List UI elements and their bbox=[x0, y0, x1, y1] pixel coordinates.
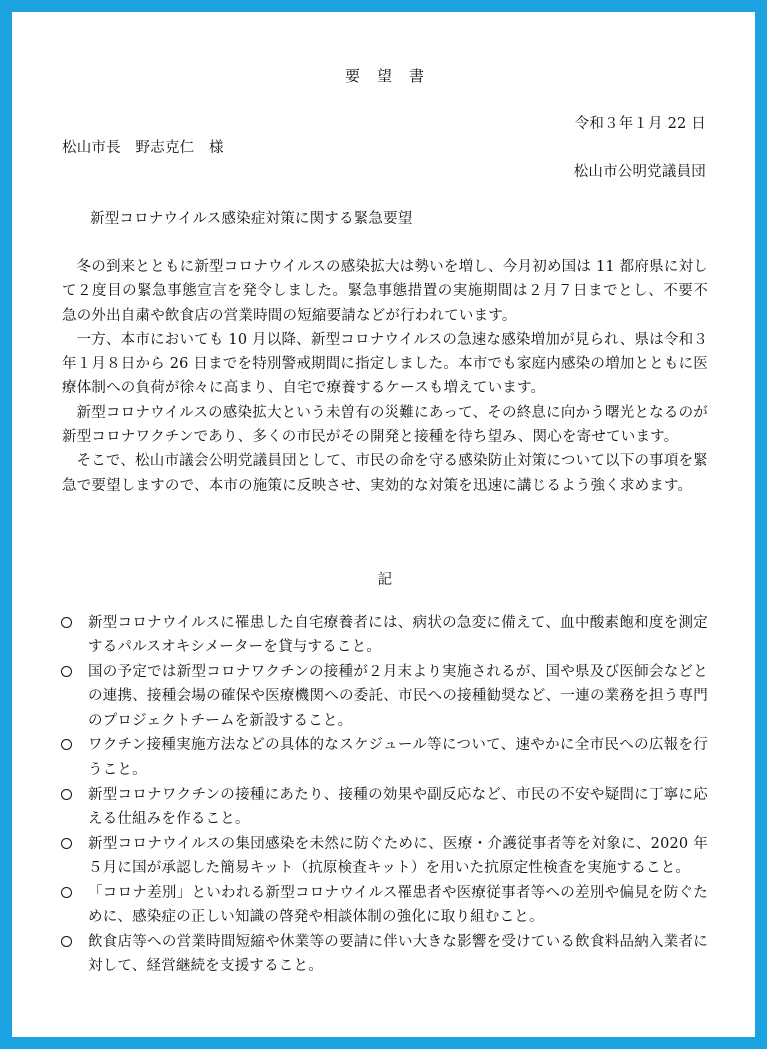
circle-bullet-icon bbox=[61, 789, 72, 800]
circle-bullet-icon bbox=[61, 838, 72, 849]
list-item bbox=[62, 930, 708, 979]
paragraph: そこで、松山市議会公明党議員団として、市民の命を守る感染防止対策について以下の事項を緊急で要望しますので、本市の施策に反映させ、実効的な対策を迅速に講じるよう強く求めます。 bbox=[62, 453, 708, 494]
circle-bullet-icon bbox=[61, 887, 72, 898]
list-item bbox=[62, 832, 708, 881]
list-item bbox=[62, 783, 708, 832]
list-item-text: ワクチン接種実施方法などの具体的なスケジュール等について、速やかに全市民への広報を行うこと。 bbox=[88, 737, 708, 778]
list-item bbox=[62, 733, 708, 782]
list-item bbox=[62, 881, 708, 930]
circle-bullet-icon bbox=[61, 739, 72, 750]
list-item bbox=[62, 611, 708, 660]
document-title: 要 望 書 bbox=[344, 67, 425, 85]
ki-heading: 記 bbox=[377, 572, 393, 588]
paragraph: 新型コロナウイルスの感染拡大という未曽有の災難にあって、その終息に向かう曙光となるのが新型コロナワクチンであり、多くの市民がその開発と接種を待ち望み、関心を寄せています。 bbox=[62, 404, 708, 446]
paragraph: 冬の到来とともに新型コロナウイルスの感染拡大は勢いを増し、今月初め国は 11 都府県に対して２度目の緊急事態宣言を発令しました。緊急事態措置の実施期間は２月７日までとし、不要不急の外出自粛や飲食店の営業時間の短縮要請などが行われています。 bbox=[62, 259, 708, 324]
list-item-text: 飲食店等への営業時間短縮や休業等の要請に伴い大きな影響を受けている飲食料品納入業者に対して、経営継続を支援すること。 bbox=[88, 933, 708, 975]
addressee: 松山市長 野志克仁 様 bbox=[62, 140, 224, 156]
circle-bullet-icon bbox=[61, 617, 72, 628]
sender: 松山市公明党議員団 bbox=[573, 164, 706, 180]
list-item-text: 新型コロナウイルスに罹患した自宅療養者には、病状の急変に備えて、血中酸素飽和度を測定するパルスオキシメーターを貸与すること。 bbox=[88, 615, 708, 656]
list-item-text: 国の予定では新型コロナワクチンの接種が２月末より実施されるが、国や県及び医師会などとの連携、接種会場の確保や医療機関への委託、市民への接種勧奨など、一連の業務を担う専門のプロジェクトチームを新設すること。 bbox=[88, 664, 708, 729]
list-item-text: 「コロナ差別」といわれる新型コロナウイルス罹患者や医療従事者等への差別や偏見を防ぐために、感染症の正しい知識の啓発や相談体制の強化に取り組むこと。 bbox=[88, 884, 708, 926]
list-item bbox=[62, 660, 708, 733]
body-text bbox=[62, 255, 708, 498]
list-item-text: 新型コロナワクチンの接種にあたり、接種の効果や副反応など、市民の不安や疑問に丁寧に応える仕組みを作ること。 bbox=[88, 786, 708, 827]
subject-heading: 新型コロナウイルス感染症対策に関する緊急要望 bbox=[90, 211, 413, 227]
list-item-text: 新型コロナウイルスの集団感染を未然に防ぐために、医療・介護従事者等を対象に、2020 年５月に国が承認した簡易キット（抗原検査キット）を用いた抗原定性検査を実施すること。 bbox=[88, 835, 708, 876]
circle-bullet-icon bbox=[61, 936, 72, 947]
circle-bullet-icon bbox=[61, 666, 72, 677]
paragraph: 一方、本市においても 10 月以降、新型コロナウイルスの急速な感染増加が見られ、県は令和３年１月８日から 26 日までを特別警戒期間に指定しました。本市でも家庭内感染の増加とともに医療体制への負荷が徐々に高まり、自宅で療養するケースも増えています。 bbox=[62, 331, 708, 397]
request-list bbox=[62, 611, 708, 979]
document-date: 令和３年１月 22 日 bbox=[574, 116, 706, 132]
